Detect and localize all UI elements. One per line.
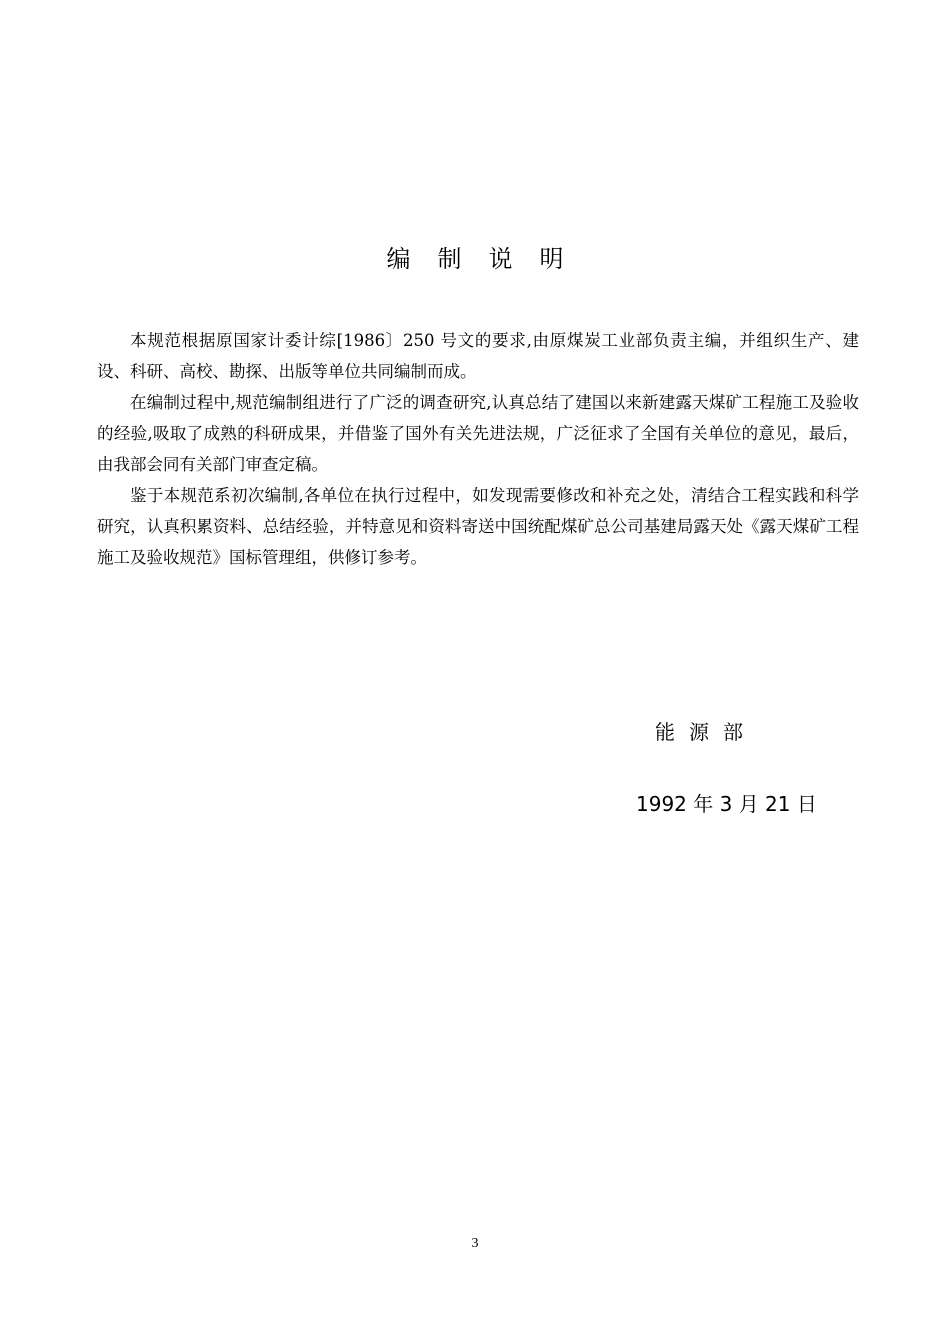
paragraph-1: 本规范根据原国家计委计综[1986〕250 号文的要求,由原煤炭工业部负责主编，并组织生产、建设、科研、高校、勘探、出版等单位共同编制而成。 bbox=[97, 331, 859, 381]
paragraph-2: 在编制过程中,规范编制组进行了广泛的调查研究,认真总结了建国以来新建露天煤矿工程施工及验收的经验,吸取了成熟的科研成果，并借鉴了国外有关先进法规，广泛征求了全国有关单位的意见，最后，由我部会同有关部门审查定稿。 bbox=[97, 393, 859, 474]
page-title: 编制说明 bbox=[386, 245, 591, 273]
issue-date: 1992 年 3 月 21 日 bbox=[636, 792, 817, 816]
issuer-signature: 能源部 bbox=[655, 720, 757, 744]
paragraph-3: 鉴于本规范系初次编制,各单位在执行过程中，如发现需要修改和补充之处，清结合工程实践和科学研究，认真积累资料、总结经验，并特意见和资料寄送中国统配煤矿总公司基建局露天处《露天煤矿工程施工及验收规范》国标管理组，供修订参考。 bbox=[97, 486, 859, 567]
body-text bbox=[97, 325, 859, 573]
page-number: 3 bbox=[471, 1236, 479, 1251]
